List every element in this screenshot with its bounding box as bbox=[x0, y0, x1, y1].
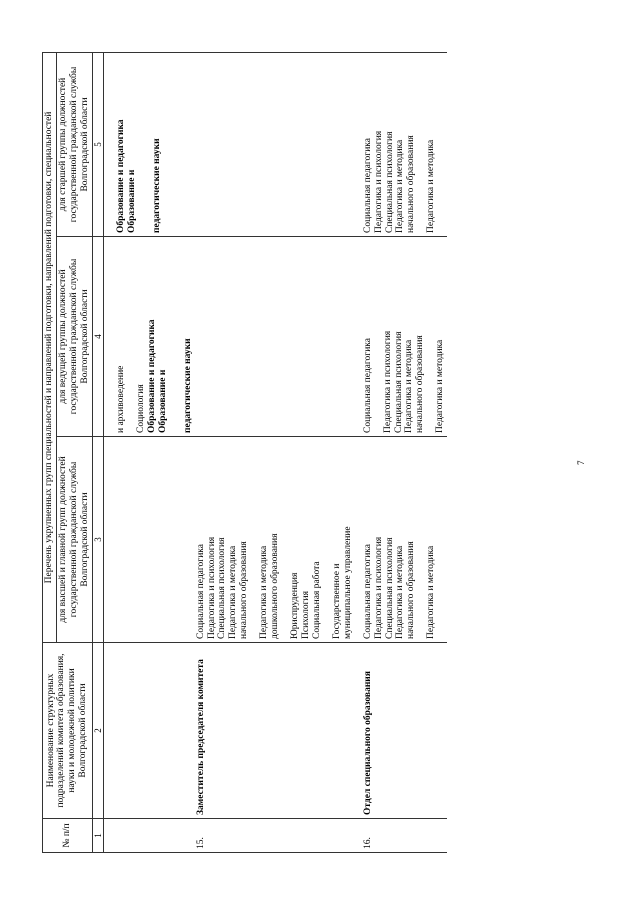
list-item: Педагогика и методика bbox=[395, 545, 406, 639]
list-item: Специальная психология bbox=[384, 131, 395, 233]
column-number: 5 bbox=[92, 52, 103, 236]
list-item: Социология bbox=[135, 384, 146, 433]
list-item: Социальная педагогика bbox=[362, 138, 373, 233]
row-num: 15. bbox=[195, 819, 355, 853]
list-item: дошкольного образования bbox=[270, 533, 281, 639]
row-top-list bbox=[195, 437, 355, 643]
column-number-row bbox=[92, 52, 103, 852]
list-item: Педагогика и методика bbox=[426, 139, 437, 233]
row-top-list bbox=[355, 437, 448, 643]
header-num: № п/п bbox=[43, 819, 93, 853]
list-item: начального образования bbox=[415, 335, 426, 433]
column-number: 2 bbox=[92, 643, 103, 819]
list-item: начального образования bbox=[406, 135, 417, 233]
table-frame bbox=[42, 53, 447, 853]
list-item: Специальная психология bbox=[217, 537, 228, 639]
list-item: Педагогика и методика bbox=[228, 545, 239, 639]
list-item: начального образования bbox=[239, 541, 250, 639]
header-name: Наименование структурных подразделений комитета образования, науки и молодежной политики Волгоградской области bbox=[43, 643, 93, 819]
list-item: и архивоведение bbox=[116, 365, 127, 433]
header-top-group: для высшей и главной групп должностей государственной гражданской службы Волгоградской области bbox=[56, 437, 92, 643]
list-item: Педагогика и психология bbox=[373, 536, 384, 639]
list-item: Педагогика и методика bbox=[426, 545, 437, 639]
continuation-senior bbox=[104, 52, 195, 236]
continuation-row bbox=[104, 52, 195, 852]
list-item: педагогические науки bbox=[151, 138, 162, 233]
header-spec: Перечень укрупненных групп специальностей и направлений подготовки, направлений подготовки, специальностей bbox=[43, 52, 57, 642]
table-row bbox=[355, 52, 448, 852]
list-item: Государственное и bbox=[331, 563, 342, 639]
column-number: 3 bbox=[92, 437, 103, 643]
list-item: Социальная работа bbox=[311, 561, 322, 639]
list-item: начального образования bbox=[406, 541, 417, 639]
row-name: Отдел специального образования bbox=[355, 643, 448, 819]
list-item: Специальная психология bbox=[384, 537, 395, 639]
list-item: Образование и педагогика bbox=[116, 119, 127, 233]
row-num: 16. bbox=[355, 819, 448, 853]
list-item: Психология bbox=[301, 590, 312, 639]
header-senior-group: для старшей группы должностей государственной гражданской службы Волгоградской области bbox=[56, 52, 92, 236]
list-item: Специальная психология bbox=[393, 331, 404, 433]
specialties-table bbox=[42, 52, 447, 853]
header-row bbox=[43, 52, 57, 852]
list-item: Социальная педагогика bbox=[362, 544, 373, 639]
column-number: 1 bbox=[92, 819, 103, 853]
list-item: Педагогика и психология bbox=[373, 130, 384, 233]
list-item: Педагогика и психология bbox=[382, 330, 393, 433]
list-item: Педагогика и психология bbox=[206, 536, 217, 639]
list-item: Юриспруденция bbox=[290, 572, 301, 639]
list-item: Педагогика и методика bbox=[395, 139, 406, 233]
page-number: 7 bbox=[576, 460, 586, 465]
list-item: Образование и bbox=[126, 169, 137, 233]
row-name: Заместитель председателя комитета bbox=[195, 643, 355, 819]
list-item: Социальная педагогика bbox=[362, 338, 373, 433]
list-item: Педагогика и методика bbox=[259, 545, 270, 639]
list-item: педагогические науки bbox=[182, 338, 193, 433]
list-item: Педагогика и методика bbox=[435, 339, 446, 433]
list-item: Образование и bbox=[157, 369, 168, 433]
column-number: 4 bbox=[92, 237, 103, 437]
continuation-lead bbox=[104, 237, 195, 437]
row-senior-list bbox=[355, 52, 448, 236]
list-item: муниципальное управление bbox=[342, 526, 353, 639]
list-item: Социальная педагогика bbox=[195, 544, 206, 639]
list-item: Педагогика и методика bbox=[404, 339, 415, 433]
list-item: Образование и педагогика bbox=[146, 319, 157, 433]
header-lead-group: для ведущей группы должностей государственной гражданской службы Волгоградской области bbox=[56, 237, 92, 437]
row-lead-list bbox=[355, 237, 448, 437]
table-row bbox=[195, 52, 355, 852]
